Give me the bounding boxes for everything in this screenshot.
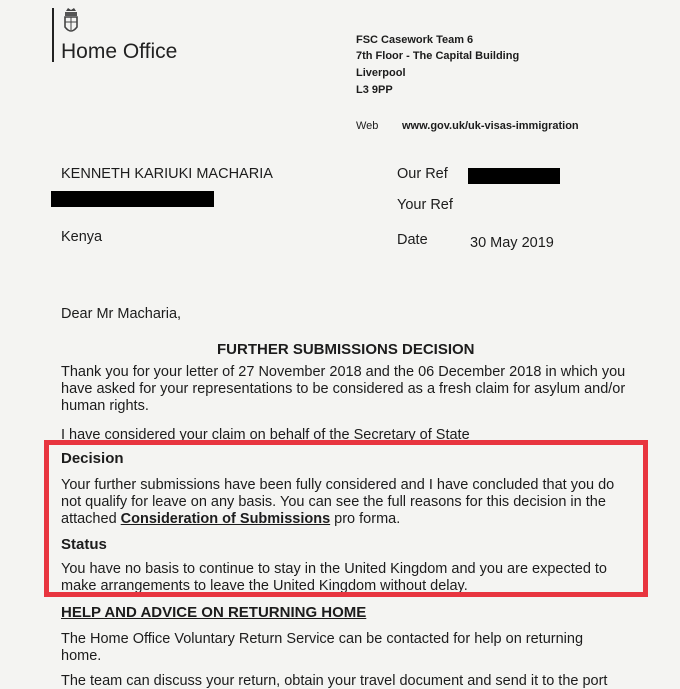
our-ref-label: Our Ref <box>397 166 448 182</box>
help-paragraph: The Home Office Voluntary Return Service can be contacted for help on returning home. <box>61 631 584 664</box>
decision-text-before: Your further submissions have been fully considered and I have concluded that you do not qualify for leave on any basis. You can see the full reasons for this decision in the attached <box>61 477 615 527</box>
redacted-our-ref <box>468 168 560 184</box>
considered-paragraph: I have considered your claim on behalf of the Secretary of State <box>61 427 470 443</box>
your-ref-label: Your Ref <box>397 197 453 213</box>
address-line-2: 7th Floor - The Capital Building <box>356 50 520 62</box>
web-label: Web <box>356 120 379 132</box>
letter-title: FURTHER SUBMISSIONS DECISION <box>217 341 475 358</box>
address-line-3: Liverpool <box>356 67 406 79</box>
recipient-name: KENNETH KARIUKI MACHARIA <box>61 166 273 182</box>
consideration-of-submissions-link: Consideration of Submissions <box>120 511 331 527</box>
highlight-box <box>44 440 648 597</box>
web-url: www.gov.uk/uk-visas-immigration <box>402 120 579 132</box>
decision-heading: Decision <box>61 450 124 467</box>
address-line-4: L3 9PP <box>356 84 393 96</box>
logo-rule <box>52 8 54 62</box>
decision-text-after: pro forma. <box>330 511 401 527</box>
recipient-country: Kenya <box>61 229 103 245</box>
royal-crest-icon <box>62 7 80 37</box>
intro-paragraph: Thank you for your letter of 27 November 2018 and the 06 December 2018 in which you have asked for your representations to be considered as a fresh claim for asylum and/or human rights. <box>61 364 626 414</box>
status-paragraph: You have no basis to continue to stay in the United Kingdom and you are expected to make arrangements to leave the United Kingdom without delay. <box>61 561 608 594</box>
help-heading: HELP AND ADVICE ON RETURNING HOME <box>61 604 367 621</box>
date-label: Date <box>397 232 428 248</box>
home-office-logo-text: Home Office <box>61 40 178 63</box>
salutation: Dear Mr Macharia, <box>61 306 182 322</box>
date-value: 30 May 2019 <box>470 235 554 251</box>
status-heading: Status <box>61 536 107 553</box>
partial-line: The team can discuss your return, obtain your travel document and send it to the port <box>61 673 608 689</box>
address-line-1: FSC Casework Team 6 <box>356 34 474 46</box>
redacted-address-block <box>51 191 214 207</box>
